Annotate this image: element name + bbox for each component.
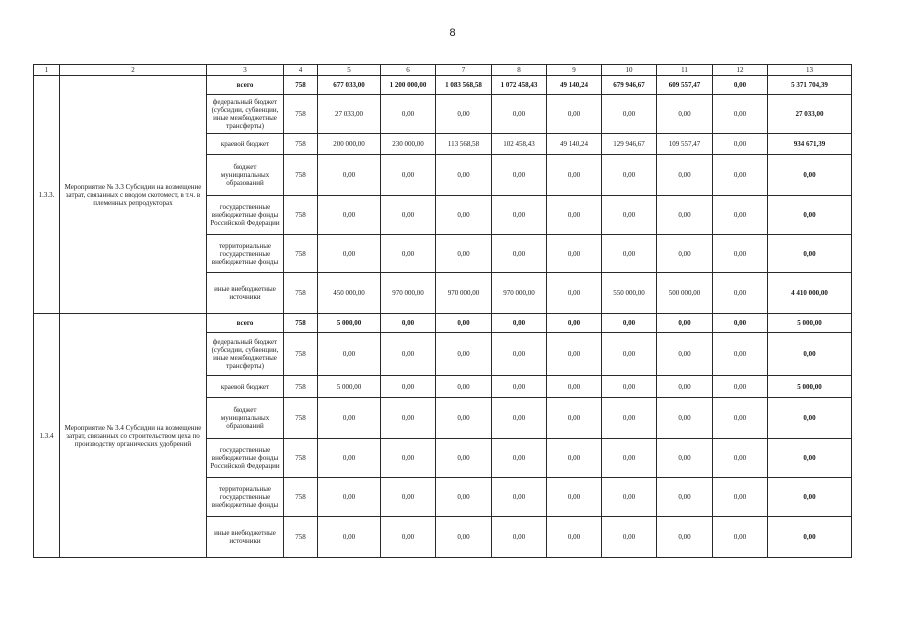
funding-table [33, 64, 852, 558]
year-value: 0,00 [713, 235, 768, 273]
year-value: 230 000,00 [381, 134, 436, 155]
year-value: 0,00 [602, 398, 657, 439]
year-value: 0,00 [436, 517, 492, 558]
year-value: 0,00 [381, 333, 436, 376]
year-value: 0,00 [657, 155, 713, 196]
year-value: 0,00 [657, 517, 713, 558]
year-value: 0,00 [436, 398, 492, 439]
year-value: 49 140,24 [547, 134, 602, 155]
year-value: 0,00 [713, 376, 768, 398]
year-value: 550 000,00 [602, 273, 657, 314]
year-value: 0,00 [436, 235, 492, 273]
kbk-code: 758 [284, 478, 318, 517]
measure-title: Мероприятие № 3.3 Субсидии на возмещение затрат, связанных с вводом скотомест, в т.ч. в племенных репродукторах [60, 76, 207, 314]
year-value: 0,00 [381, 517, 436, 558]
year-value: 102 458,43 [492, 134, 547, 155]
year-value: 0,00 [547, 273, 602, 314]
row-total: 0,00 [768, 196, 852, 235]
row-total: 5 371 704,39 [768, 76, 852, 95]
year-value: 0,00 [657, 95, 713, 134]
kbk-code: 758 [284, 196, 318, 235]
funding-source: краевой бюджет [207, 376, 284, 398]
column-header: 7 [436, 65, 492, 76]
year-value: 0,00 [713, 314, 768, 333]
year-value: 0,00 [381, 398, 436, 439]
year-value: 0,00 [602, 333, 657, 376]
funding-source: государственные внебюджетные фонды Российской Федерации [207, 439, 284, 478]
column-header: 12 [713, 65, 768, 76]
year-value: 0,00 [657, 196, 713, 235]
year-value: 0,00 [657, 314, 713, 333]
funding-source: бюджет муниципальных образований [207, 398, 284, 439]
year-value: 0,00 [436, 155, 492, 196]
year-value: 0,00 [318, 439, 381, 478]
year-value: 0,00 [713, 439, 768, 478]
year-value: 609 557,47 [657, 76, 713, 95]
kbk-code: 758 [284, 134, 318, 155]
year-value: 0,00 [492, 314, 547, 333]
funding-source: территориальные государственные внебюджетные фонды [207, 478, 284, 517]
year-value: 0,00 [436, 333, 492, 376]
year-value: 0,00 [492, 235, 547, 273]
column-header: 2 [60, 65, 207, 76]
year-value: 0,00 [657, 376, 713, 398]
page-number: 8 [449, 27, 456, 39]
funding-source: государственные внебюджетные фонды Российской Федерации [207, 196, 284, 235]
year-value: 0,00 [657, 398, 713, 439]
year-value: 0,00 [657, 235, 713, 273]
year-value: 0,00 [492, 517, 547, 558]
year-value: 1 072 458,43 [492, 76, 547, 95]
year-value: 129 946,67 [602, 134, 657, 155]
year-value: 677 033,00 [318, 76, 381, 95]
year-value: 0,00 [602, 235, 657, 273]
year-value: 0,00 [318, 398, 381, 439]
year-value: 0,00 [602, 376, 657, 398]
kbk-code: 758 [284, 439, 318, 478]
year-value: 450 000,00 [318, 273, 381, 314]
year-value: 0,00 [713, 273, 768, 314]
year-value: 0,00 [318, 333, 381, 376]
measure-code: 1.3.4 [34, 314, 60, 558]
row-total: 5 000,00 [768, 314, 852, 333]
year-value: 200 000,00 [318, 134, 381, 155]
year-value: 0,00 [547, 155, 602, 196]
year-value: 0,00 [657, 478, 713, 517]
kbk-code: 758 [284, 333, 318, 376]
row-total: 0,00 [768, 235, 852, 273]
year-value: 0,00 [318, 155, 381, 196]
column-header: 5 [318, 65, 381, 76]
year-value: 0,00 [547, 314, 602, 333]
year-value: 0,00 [713, 517, 768, 558]
year-value: 0,00 [713, 95, 768, 134]
row-total: 0,00 [768, 478, 852, 517]
funding-source: всего [207, 76, 284, 95]
year-value: 0,00 [318, 478, 381, 517]
year-value: 0,00 [547, 439, 602, 478]
funding-source: иные внебюджетные источники [207, 273, 284, 314]
year-value: 0,00 [381, 235, 436, 273]
funding-source: краевой бюджет [207, 134, 284, 155]
measure-title: Мероприятие № 3.4 Субсидии на возмещение затрат, связанных со строительством цеха по производству органических удобрений [60, 314, 207, 558]
kbk-code: 758 [284, 398, 318, 439]
year-value: 0,00 [318, 517, 381, 558]
year-value: 0,00 [547, 95, 602, 134]
kbk-code: 758 [284, 517, 318, 558]
row-total: 5 000,00 [768, 376, 852, 398]
year-value: 0,00 [657, 439, 713, 478]
row-total: 27 033,00 [768, 95, 852, 134]
kbk-code: 758 [284, 76, 318, 95]
year-value: 0,00 [713, 76, 768, 95]
column-header: 8 [492, 65, 547, 76]
year-value: 0,00 [381, 314, 436, 333]
row-total: 934 671,39 [768, 134, 852, 155]
kbk-code: 758 [284, 314, 318, 333]
funding-source: бюджет муниципальных образований [207, 155, 284, 196]
year-value: 0,00 [547, 333, 602, 376]
year-value: 679 946,67 [602, 76, 657, 95]
year-value: 0,00 [713, 155, 768, 196]
year-value: 970 000,00 [492, 273, 547, 314]
year-value: 0,00 [547, 398, 602, 439]
year-value: 0,00 [602, 196, 657, 235]
year-value: 0,00 [492, 478, 547, 517]
year-value: 0,00 [713, 196, 768, 235]
year-value: 0,00 [547, 376, 602, 398]
kbk-code: 758 [284, 235, 318, 273]
year-value: 0,00 [547, 196, 602, 235]
year-value: 0,00 [436, 439, 492, 478]
column-header: 10 [602, 65, 657, 76]
year-value: 0,00 [547, 478, 602, 517]
funding-source: территориальные государственные внебюджетные фонды [207, 235, 284, 273]
year-value: 0,00 [436, 314, 492, 333]
year-value: 500 000,00 [657, 273, 713, 314]
year-value: 5 000,00 [318, 376, 381, 398]
column-header: 3 [207, 65, 284, 76]
table-row [34, 314, 852, 333]
year-value: 970 000,00 [436, 273, 492, 314]
year-value: 0,00 [492, 155, 547, 196]
year-value: 0,00 [547, 235, 602, 273]
year-value: 0,00 [492, 398, 547, 439]
year-value: 0,00 [713, 333, 768, 376]
year-value: 0,00 [436, 376, 492, 398]
year-value: 0,00 [602, 95, 657, 134]
funding-source: иные внебюджетные источники [207, 517, 284, 558]
row-total: 0,00 [768, 155, 852, 196]
row-total: 0,00 [768, 398, 852, 439]
column-header: 6 [381, 65, 436, 76]
year-value: 1 083 568,58 [436, 76, 492, 95]
year-value: 0,00 [602, 478, 657, 517]
year-value: 0,00 [381, 439, 436, 478]
year-value: 0,00 [381, 95, 436, 134]
year-value: 0,00 [492, 333, 547, 376]
row-total: 0,00 [768, 333, 852, 376]
table-row [34, 76, 852, 95]
year-value: 49 140,24 [547, 76, 602, 95]
year-value: 0,00 [602, 439, 657, 478]
row-total: 0,00 [768, 517, 852, 558]
year-value: 109 557,47 [657, 134, 713, 155]
year-value: 0,00 [381, 478, 436, 517]
column-header: 4 [284, 65, 318, 76]
funding-source: всего [207, 314, 284, 333]
year-value: 0,00 [436, 95, 492, 134]
column-header: 1 [34, 65, 60, 76]
year-value: 0,00 [492, 439, 547, 478]
year-value: 1 200 000,00 [381, 76, 436, 95]
kbk-code: 758 [284, 273, 318, 314]
year-value: 0,00 [492, 376, 547, 398]
funding-source: федеральный бюджет (субсидии, субвенции, иные межбюджетные трансферты) [207, 95, 284, 134]
year-value: 0,00 [381, 155, 436, 196]
year-value: 0,00 [602, 517, 657, 558]
column-header: 9 [547, 65, 602, 76]
year-value: 0,00 [602, 314, 657, 333]
year-value: 0,00 [436, 196, 492, 235]
header-row [34, 65, 852, 76]
measure-code: 1.3.3. [34, 76, 60, 314]
kbk-code: 758 [284, 376, 318, 398]
funding-source: федеральный бюджет (субсидии, субвенции, иные межбюджетные трансферты) [207, 333, 284, 376]
row-total: 4 410 000,00 [768, 273, 852, 314]
kbk-code: 758 [284, 95, 318, 134]
column-header: 11 [657, 65, 713, 76]
year-value: 0,00 [602, 155, 657, 196]
year-value: 0,00 [547, 517, 602, 558]
year-value: 0,00 [713, 398, 768, 439]
row-total: 0,00 [768, 439, 852, 478]
column-header: 13 [768, 65, 852, 76]
year-value: 0,00 [436, 478, 492, 517]
year-value: 0,00 [713, 134, 768, 155]
year-value: 0,00 [381, 376, 436, 398]
year-value: 5 000,00 [318, 314, 381, 333]
year-value: 27 033,00 [318, 95, 381, 134]
year-value: 0,00 [657, 333, 713, 376]
year-value: 0,00 [381, 196, 436, 235]
year-value: 0,00 [318, 196, 381, 235]
kbk-code: 758 [284, 155, 318, 196]
year-value: 0,00 [492, 196, 547, 235]
year-value: 0,00 [318, 235, 381, 273]
year-value: 970 000,00 [381, 273, 436, 314]
year-value: 113 568,58 [436, 134, 492, 155]
year-value: 0,00 [713, 478, 768, 517]
year-value: 0,00 [492, 95, 547, 134]
